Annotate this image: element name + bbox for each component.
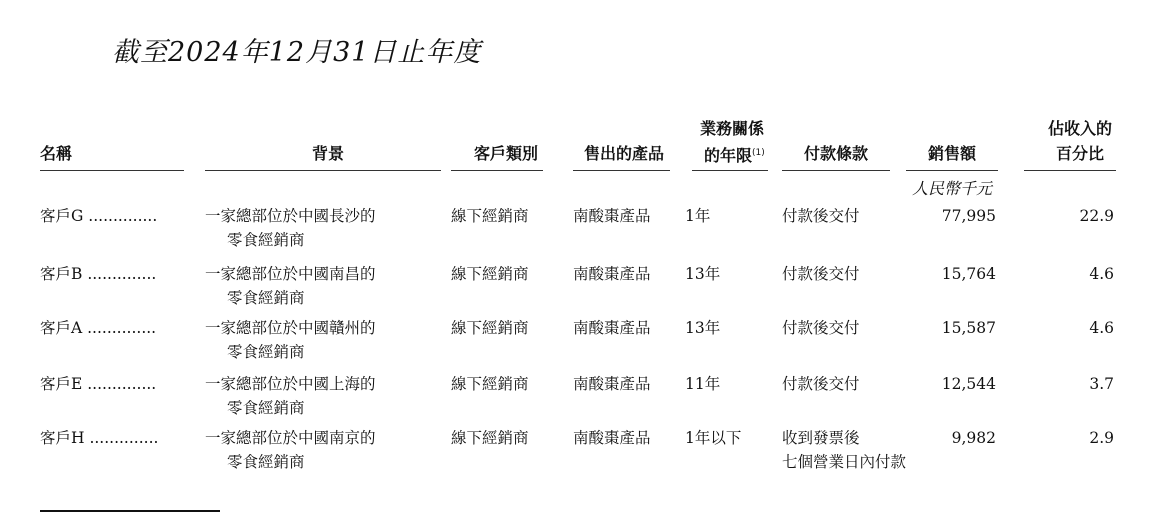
header-customer-type: 客戶類別	[474, 144, 539, 163]
payment-line1: 付款後交付	[782, 265, 860, 283]
sales-amount: 12,544	[941, 375, 996, 393]
header-product: 售出的產品	[584, 144, 665, 163]
header-payment: 付款條款	[804, 144, 869, 163]
payment-line1: 付款後交付	[782, 207, 860, 225]
revenue-percentage: 22.9	[1079, 207, 1114, 225]
sales-amount: 15,764	[941, 265, 996, 283]
revenue-percentage: 2.9	[1089, 429, 1114, 447]
background-line1: 一家總部位於中國南京的	[205, 429, 376, 447]
customer-background	[205, 426, 376, 474]
header-rule-name	[40, 170, 184, 171]
background-line1: 一家總部位於中國長沙的	[205, 207, 376, 225]
background-line1: 一家總部位於中國上海的	[205, 375, 376, 393]
table-row	[0, 372, 1174, 430]
product-sold: 南酸棗產品	[573, 319, 651, 337]
relationship-years: 1年以下	[685, 429, 742, 447]
header-background: 背景	[312, 144, 345, 163]
payment-terms	[782, 426, 906, 474]
relationship-years: 13年	[685, 319, 721, 337]
header-rule-sales	[906, 170, 998, 171]
header-rule-product	[573, 170, 670, 171]
header-sales: 銷售額	[928, 144, 977, 163]
page-title: 截至2024年12月31日止年度	[112, 37, 482, 68]
relationship-years: 11年	[685, 375, 721, 393]
payment-line1: 付款後交付	[782, 319, 860, 337]
customer-type: 線下經銷商	[451, 207, 529, 225]
customer-background	[205, 316, 376, 364]
revenue-percentage: 3.7	[1089, 375, 1114, 393]
customer-type: 線下經銷商	[451, 429, 529, 447]
header-pct-line2: 百分比	[1056, 144, 1105, 163]
background-line1: 一家總部位於中國南昌的	[205, 265, 376, 283]
sales-amount: 9,982	[951, 429, 996, 447]
header-years-text: 的年限	[704, 146, 753, 165]
customer-background	[205, 372, 376, 420]
payment-terms	[782, 262, 860, 286]
header-rule-payment	[782, 170, 890, 171]
background-line2: 零食經銷商	[227, 231, 305, 249]
header-years-line2	[704, 141, 765, 168]
table-row	[0, 316, 1174, 374]
product-sold: 南酸棗產品	[573, 429, 651, 447]
table-row	[0, 426, 1174, 484]
product-sold: 南酸棗產品	[573, 207, 651, 225]
customer-name: 客戶A ..............	[40, 319, 157, 337]
revenue-percentage: 4.6	[1089, 319, 1114, 337]
product-sold: 南酸棗產品	[573, 375, 651, 393]
header-name: 名稱	[40, 144, 73, 163]
header-rule-background	[205, 170, 441, 171]
payment-line2: 七個營業日內付款	[782, 453, 907, 471]
background-line2: 零食經銷商	[227, 399, 305, 417]
table-row	[0, 262, 1174, 320]
sales-amount: 15,587	[941, 319, 996, 337]
payment-line1: 收到發票後	[782, 429, 860, 447]
customer-name: 客戶H ..............	[40, 429, 159, 447]
header-years-footnote: (1)	[752, 148, 765, 158]
header-years-line1: 業務關係	[700, 119, 765, 138]
background-line2: 零食經銷商	[227, 289, 305, 307]
header-rule-years	[692, 170, 768, 171]
product-sold: 南酸棗產品	[573, 265, 651, 283]
background-line2: 零食經銷商	[227, 453, 305, 471]
payment-terms	[782, 316, 860, 340]
relationship-years: 1年	[685, 207, 711, 225]
header-rule-customer-type	[451, 170, 543, 171]
revenue-percentage: 4.6	[1089, 265, 1114, 283]
customer-name: 客戶B ..............	[40, 265, 157, 283]
customer-type: 線下經銷商	[451, 319, 529, 337]
footnote-divider	[40, 510, 220, 512]
unit-label: 人民幣千元	[912, 179, 993, 198]
customer-background	[205, 204, 376, 252]
relationship-years: 13年	[685, 265, 721, 283]
sales-amount: 77,995	[941, 207, 996, 225]
customer-type: 線下經銷商	[451, 265, 529, 283]
customer-name: 客戶G ..............	[40, 207, 158, 225]
customer-name: 客戶E ..............	[40, 375, 157, 393]
background-line2: 零食經銷商	[227, 343, 305, 361]
header-pct-line1: 佔收入的	[1048, 119, 1113, 138]
payment-terms	[782, 372, 860, 396]
payment-line1: 付款後交付	[782, 375, 860, 393]
customer-type: 線下經銷商	[451, 375, 529, 393]
table-row	[0, 204, 1174, 262]
customer-background	[205, 262, 376, 310]
background-line1: 一家總部位於中國贛州的	[205, 319, 376, 337]
header-rule-pct	[1024, 170, 1116, 171]
payment-terms	[782, 204, 860, 228]
